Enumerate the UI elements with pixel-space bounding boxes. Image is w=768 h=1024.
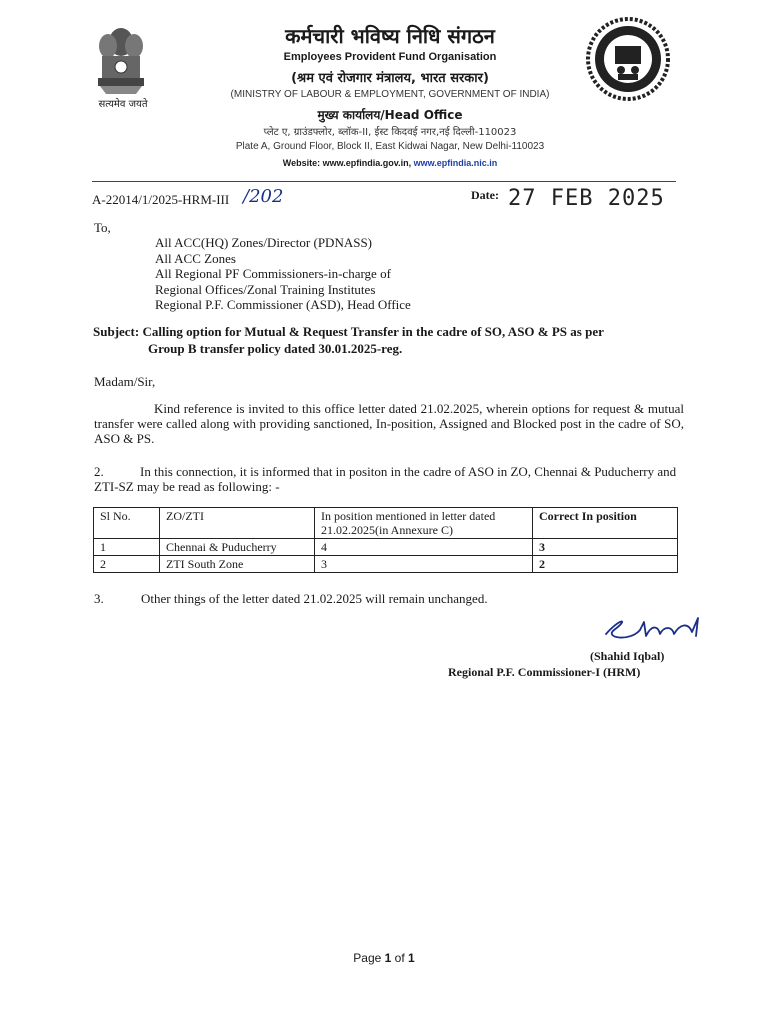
emblem-motto: सत्यमेव जयते — [98, 99, 148, 110]
header-divider — [92, 181, 676, 182]
page-prefix: Page — [353, 951, 382, 965]
head-office-label: मुख्य कार्यालय/Head Office — [317, 108, 463, 122]
org-name-hindi: कर्मचारी भविष्य निधि संगठन — [285, 24, 495, 48]
paragraph-3-number: 3. — [94, 591, 104, 606]
table-header-cell: Correct In position — [533, 508, 678, 539]
page-of: of — [394, 951, 405, 965]
table-row — [94, 539, 678, 556]
subject-line-1: Subject: Calling option for Mutual & Request Transfer in the cadre of SO, ASO & PS as per — [93, 324, 604, 339]
ministry-english: (MINISTRY OF LABOUR & EMPLOYMENT, GOVERNMENT OF INDIA) — [230, 89, 550, 100]
table-cell: Chennai & Puducherry — [160, 539, 315, 556]
position-table — [93, 507, 678, 573]
paragraph-2-text: In this connection, it is informed that in positon in the cadre of ASO in ZO, Chennai & Puducherry and ZTI-SZ may be read as following: - — [94, 464, 677, 494]
address-hindi: प्लेट ए, ग्राउंडफ्लोर, ब्लॉक-II, ईस्ट किदवई नगर,नई दिल्ली-110023 — [263, 127, 517, 138]
address-english: Plate A, Ground Floor, Block II, East Kidwai Nagar, New Delhi-110023 — [235, 141, 545, 152]
signatory-designation: Regional P.F. Commissioner-I (HRM) — [448, 665, 641, 679]
paragraph-2 — [94, 464, 684, 494]
website-line — [190, 158, 590, 168]
salutation: Madam/Sir, — [94, 374, 156, 389]
org-name-english: Employees Provident Fund Organisation — [283, 51, 497, 63]
ministry-hindi: (श्रम एवं रोजगार मंत्रालय, भारत सरकार) — [291, 71, 489, 86]
addressee-item: All ACC(HQ) Zones/Director (PDNASS) — [155, 235, 373, 250]
addressee-item: All ACC Zones — [155, 250, 236, 266]
table-cell: 2 — [533, 556, 678, 573]
addressee-item: Regional Offices/Zonal Training Institutes — [155, 281, 376, 297]
page-number — [0, 951, 768, 965]
website-label: Website: www.epfindia.gov.in, — [282, 158, 412, 168]
reference-number: A-22014/1/2025-HRM-III — [92, 192, 230, 207]
paragraph-2-number: 2. — [94, 464, 104, 479]
paragraph-3-text: Other things of the letter dated 21.02.2025 will remain unchanged. — [141, 591, 488, 606]
table-header-cell: In position mentioned in letter dated 21.02.2025(in Annexure C) — [315, 508, 533, 539]
table-cell: ZTI South Zone — [160, 556, 315, 573]
table-cell: 3 — [533, 539, 678, 556]
table-cell: 1 — [94, 539, 160, 556]
table-cell: 4 — [315, 539, 533, 556]
table-header-cell: Sl No. — [94, 508, 160, 539]
table-header-cell: ZO/ZTI — [160, 508, 315, 539]
table-header-row — [94, 508, 678, 539]
addressee-list — [155, 235, 411, 313]
subject-line-2: Group B transfer policy dated 30.01.2025-reg. — [148, 341, 403, 356]
page-current: 1 — [384, 951, 392, 965]
addressee-item: All Regional PF Commissioners-in-charge of — [155, 266, 391, 281]
signature-icon — [600, 612, 710, 646]
table-cell: 3 — [315, 556, 533, 573]
table-row — [94, 556, 678, 573]
date-stamp: 27 FEB 2025 — [508, 186, 665, 211]
paragraph-3 — [94, 591, 488, 606]
website-link[interactable]: www.epfindia.nic.in — [413, 158, 498, 168]
subject — [93, 323, 683, 357]
date-label: Date: — [471, 188, 499, 202]
reference-handwritten: /202 — [243, 186, 284, 207]
page-total: 1 — [408, 951, 415, 965]
table-cell: 2 — [94, 556, 160, 573]
to-label: To, — [94, 220, 111, 235]
epfo-logo-icon — [585, 16, 671, 102]
paragraph-1: Kind reference is invited to this office letter dated 21.02.2025, wherein options for request & mutual transfer were called along with providing sanctioned, In-position, Assigned and Blocked post in the cadre of SO, ASO & PS. — [94, 401, 684, 446]
signatory-name: (Shahid Iqbal) — [590, 649, 665, 663]
addressee-item: Regional P.F. Commissioner (ASD), Head Office — [155, 297, 411, 312]
